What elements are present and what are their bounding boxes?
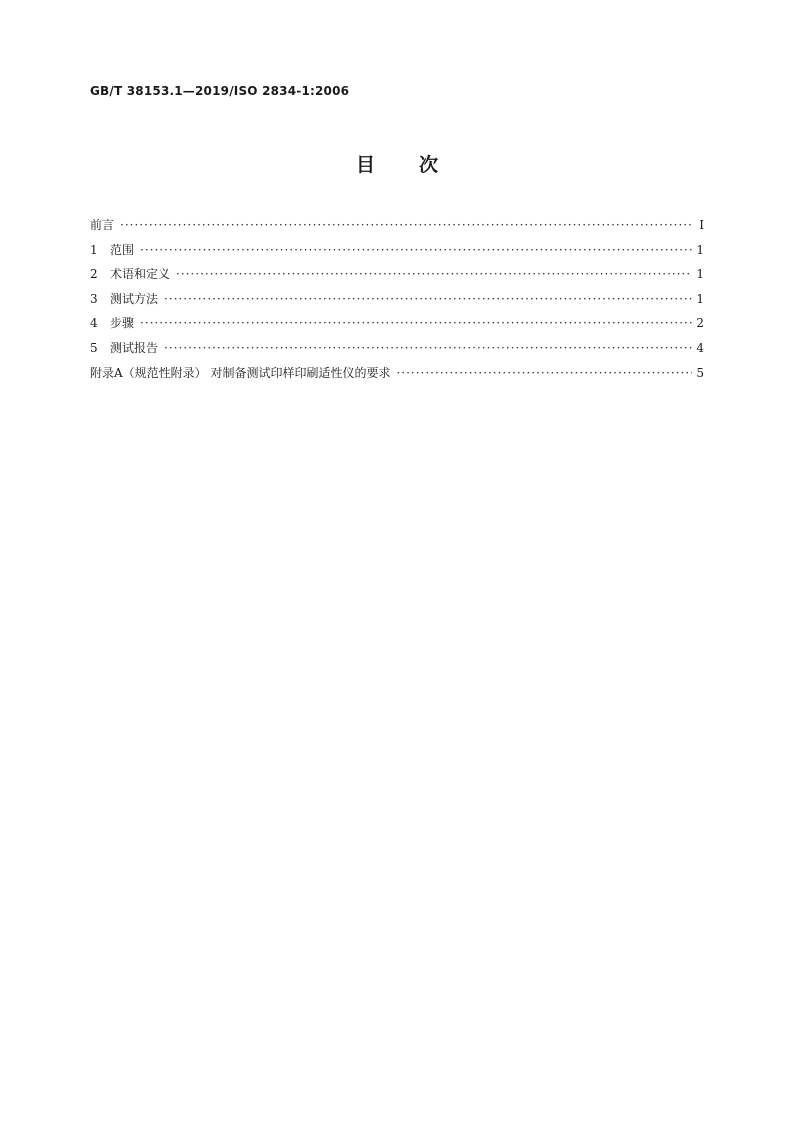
toc-entry-label: 测试方法 xyxy=(110,291,159,306)
toc-leader-dots xyxy=(396,366,692,380)
table-of-contents xyxy=(90,216,704,388)
toc-entry-label: 测试报告 xyxy=(110,340,159,355)
toc-entry-label: 范围 xyxy=(110,242,135,257)
toc-entry-test-method[interactable] xyxy=(90,290,704,315)
toc-entry-label: 步骤 xyxy=(110,316,135,331)
toc-entry-page: 4 xyxy=(696,340,704,355)
toc-leader-dots xyxy=(140,316,692,330)
toc-entry-terms[interactable] xyxy=(90,265,704,290)
toc-entry-label: 附录A（规范性附录） 对制备测试印样印刷适性仪的要求 xyxy=(90,365,391,380)
toc-entry-foreword[interactable] xyxy=(90,216,704,241)
toc-leader-dots xyxy=(176,267,692,281)
standard-code: GB/T 38153.1—2019/ISO 2834-1:2006 xyxy=(90,84,350,98)
toc-leader-dots xyxy=(120,218,692,232)
toc-leader-dots xyxy=(140,243,692,257)
toc-entry-test-report[interactable] xyxy=(90,339,704,364)
toc-entry-page: 5 xyxy=(696,365,704,380)
toc-entry-page: 1 xyxy=(696,267,704,282)
toc-entry-label: 前言 xyxy=(90,218,115,232)
toc-entry-procedure[interactable] xyxy=(90,314,704,339)
toc-leader-dots xyxy=(164,341,692,355)
toc-entry-number: 2 xyxy=(90,267,98,282)
toc-entry-annex-a[interactable] xyxy=(90,364,704,389)
toc-leader-dots xyxy=(164,292,692,306)
toc-entry-page: Ⅰ xyxy=(699,218,704,232)
toc-entry-page: 1 xyxy=(696,242,704,257)
toc-entry-label: 术语和定义 xyxy=(110,267,171,282)
toc-entry-number: 1 xyxy=(90,242,98,257)
toc-entry-number: 5 xyxy=(90,340,98,355)
toc-entry-number: 4 xyxy=(90,316,98,331)
toc-entry-page: 2 xyxy=(696,316,704,331)
toc-entry-number: 3 xyxy=(90,291,98,306)
toc-entry-page: 1 xyxy=(696,291,704,306)
page-title: 目次 xyxy=(355,154,482,176)
toc-entry-scope[interactable] xyxy=(90,241,704,266)
